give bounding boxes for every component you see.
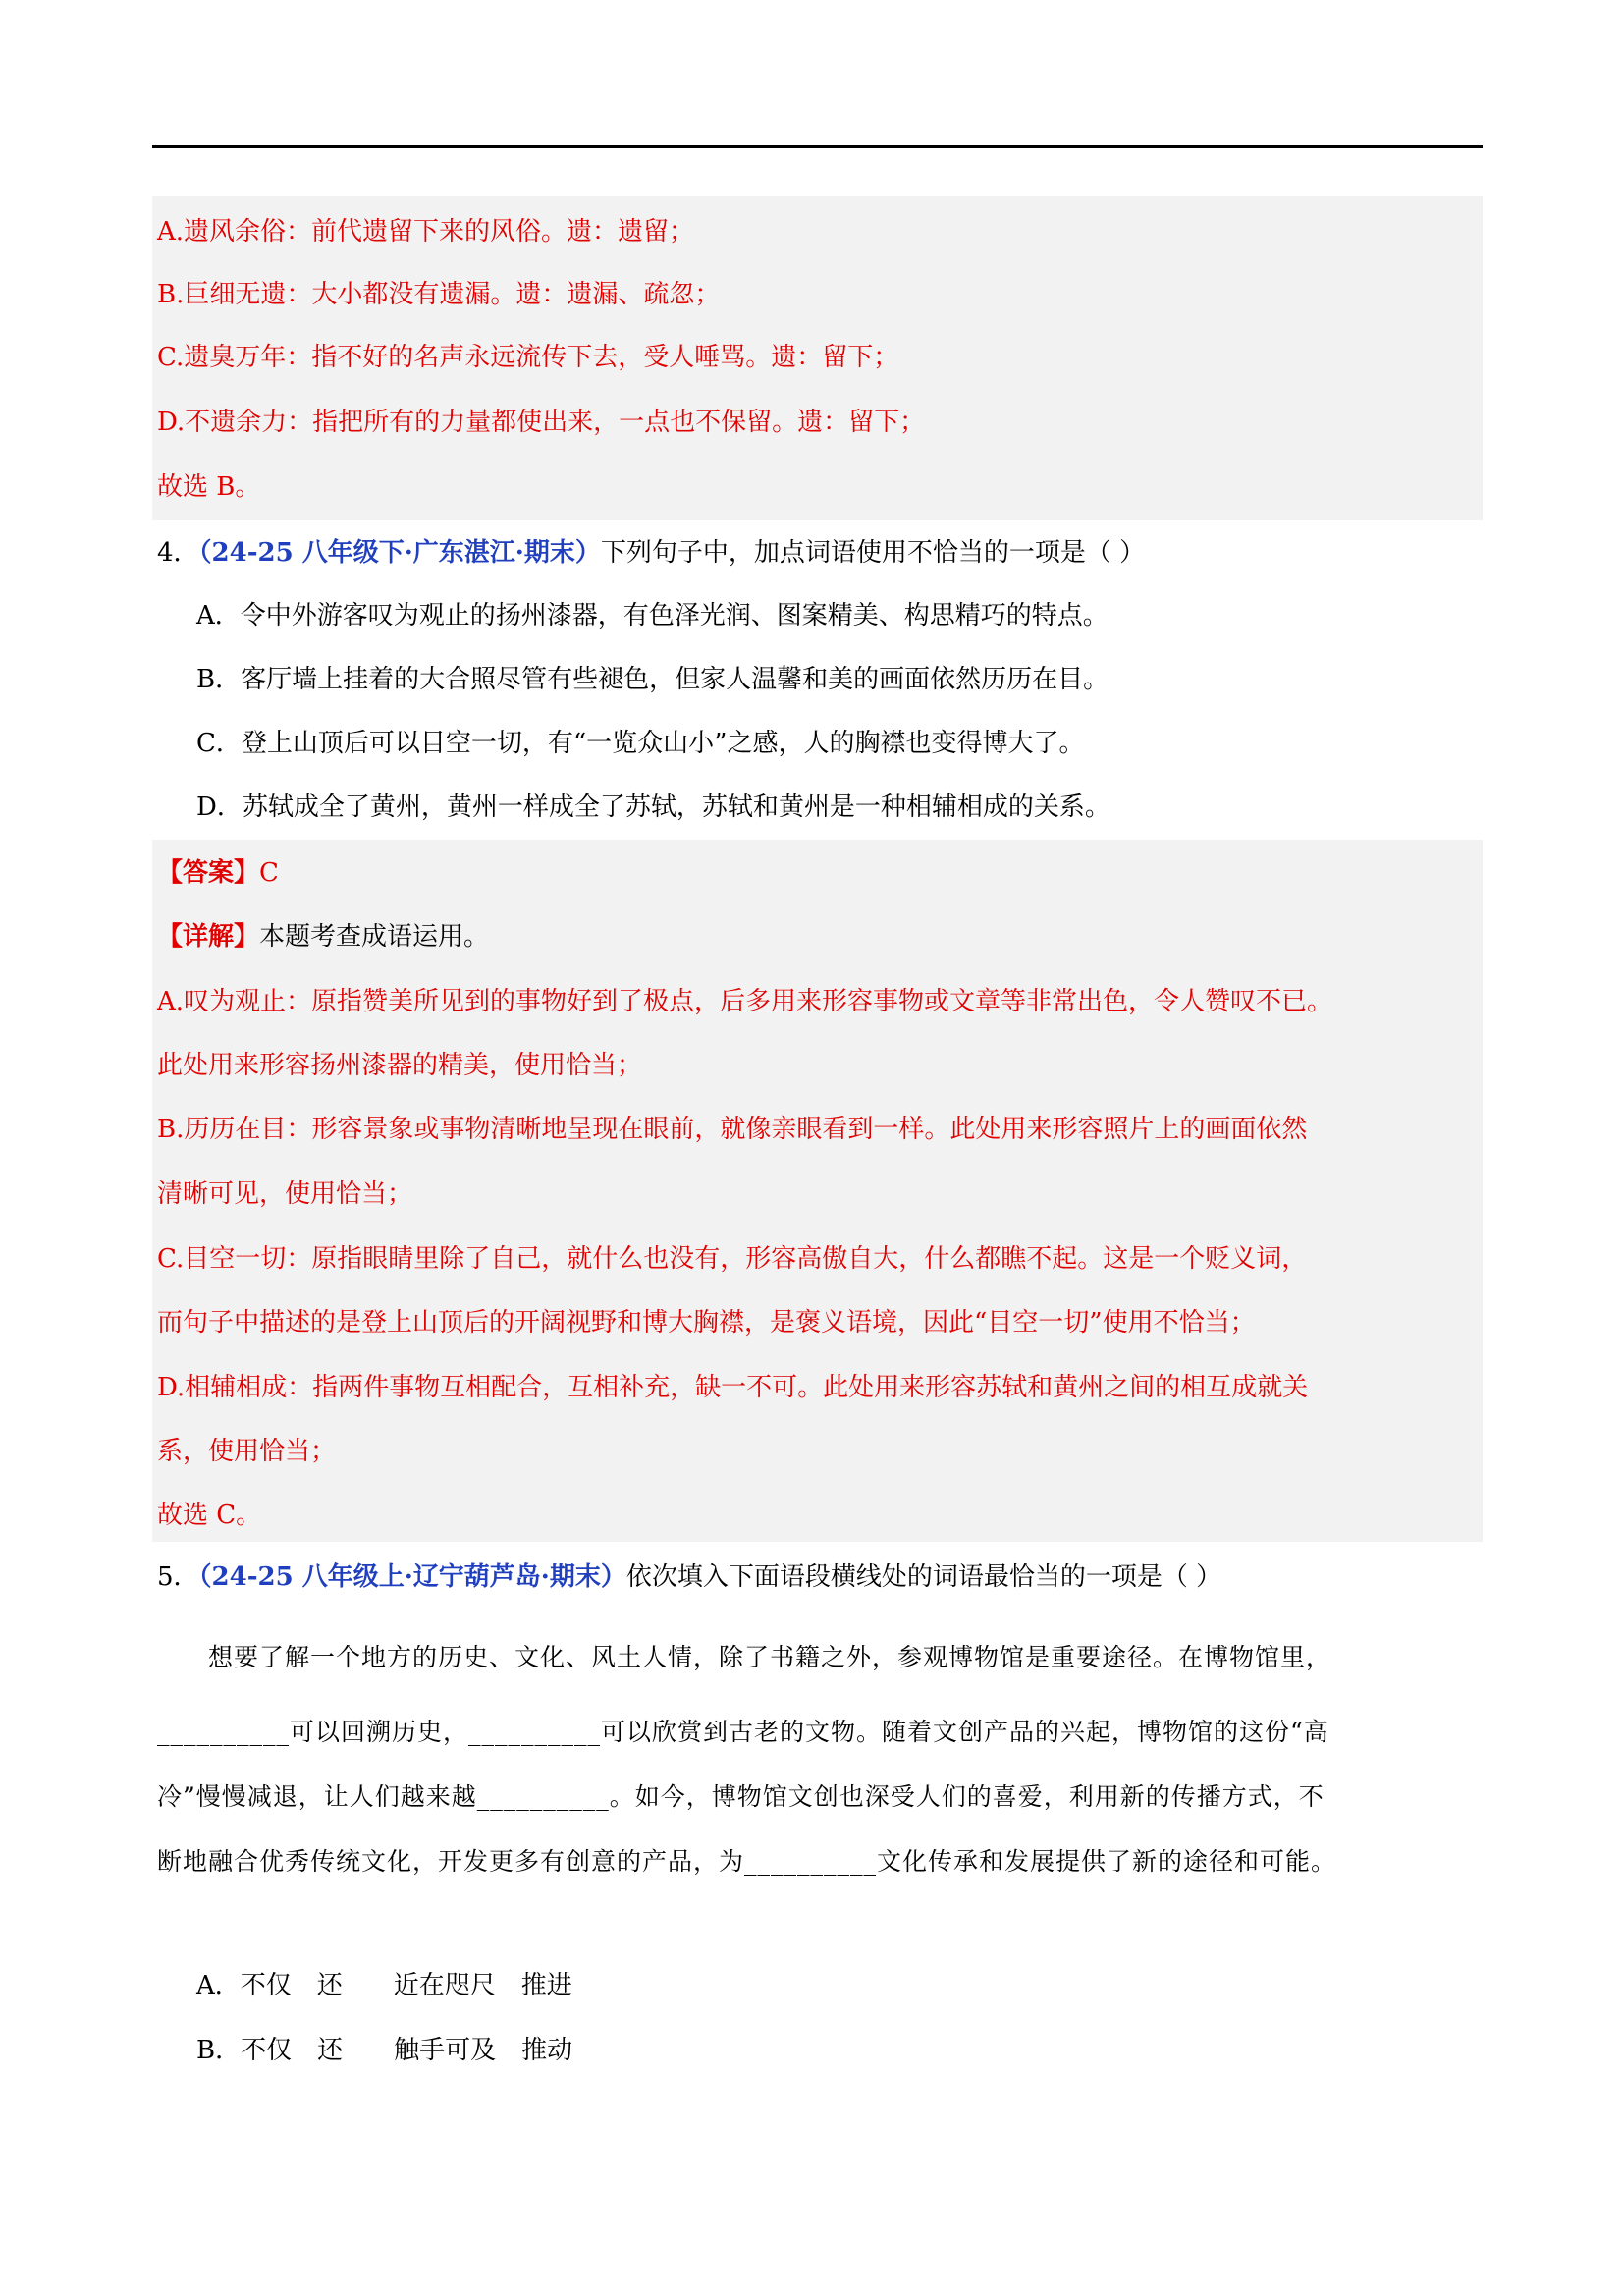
explanation-line: D.相辅相成：指两件事物互相配合，互相补充，缺一不可。此处用来形容苏轼和黄州之间的相互成就关 (157, 1373, 1309, 1402)
passage-line: __________可以回溯历史，__________可以欣赏到古老的文物。随着文创产品的兴起，博物馆的这份“高 (157, 1718, 1329, 1746)
option-d: D．苏轼成全了黄州，黄州一样成全了苏轼，苏轼和黄州是一种相辅相成的关系。 (196, 793, 1110, 822)
explanation-line: 清晰可见，使用恰当； (157, 1179, 413, 1209)
detail-intro: 本题考查成语运用。 (259, 922, 490, 952)
explanation-line: C.遗臭万年：指不好的名声永远流传下去，受人唾骂。遗：留下； (157, 343, 899, 372)
question-source: （24-25 八年级下·广东湛江·期末） (198, 538, 601, 568)
detail-line (157, 919, 489, 955)
answer-line (157, 855, 279, 891)
explanation-line: 故选 B。 (157, 472, 261, 502)
explanation-line: A.遗风余俗：前代遗留下来的风俗。遗：遗留； (157, 217, 695, 246)
question-5-stem (157, 1559, 1221, 1595)
explanation-line: C.目空一切：原指眼睛里除了自己，就什么也没有，形容高傲自大，什么都瞧不起。这是一个贬义词， (157, 1244, 1308, 1274)
question-text: 下列句子中，加点词语使用不恰当的一项是（ ） (600, 538, 1146, 568)
explanation-line: 系，使用恰当； (157, 1437, 337, 1466)
explanation-line: 此处用来形容扬州漆器的精美，使用恰当； (157, 1051, 643, 1080)
answer-tag: 【答案】 (157, 858, 260, 888)
option-b: B．客厅墙上挂着的大合照尽管有些褪色，但家人温馨和美的画面依然历历在目。 (196, 665, 1109, 694)
question-text: 依次填入下面语段横线处的词语最恰当的一项是（ ） (625, 1562, 1222, 1592)
answer-value: C (259, 858, 279, 888)
question-source: （24-25 八年级上·辽宁葫芦岛·期末） (198, 1562, 626, 1592)
question-number: 4． (157, 538, 199, 568)
option-a: A．不仅 还 近在咫尺 推进 (196, 1971, 572, 2000)
option-b: B．不仅 还 触手可及 推动 (196, 2036, 573, 2065)
explanation-line: 故选 C。 (157, 1501, 262, 1530)
explanation-line: 而句子中描述的是登上山顶后的开阔视野和博大胸襟，是褒义语境，因此“目空一切”使用不恰当； (157, 1308, 1256, 1338)
header-rule (152, 145, 1483, 148)
question-number: 5． (157, 1562, 199, 1592)
question-4-stem (157, 535, 1145, 571)
passage-line: 断地融合优秀传统文化，开发更多有创意的产品，为__________文化传承和发展提供了新的途径和可能。 (157, 1847, 1337, 1876)
passage-line: 想要了解一个地方的历史、文化、风土人情，除了书籍之外，参观博物馆是重要途径。在博物馆里， (157, 1643, 1332, 1671)
passage-line: 冷”慢慢减退，让人们越来越__________。如今，博物馆文创也深受人们的喜爱，利用新的传播方式，不 (157, 1782, 1325, 1811)
option-a: A．令中外游客叹为观止的扬州漆器，有色泽光润、图案精美、构思精巧的特点。 (196, 601, 1109, 630)
option-c: C．登上山顶后可以目空一切，有“一览众山小”之感，人的胸襟也变得博大了。 (196, 729, 1085, 758)
explanation-line: B.历历在目：形容景象或事物清晰地呈现在眼前，就像亲眼看到一样。此处用来形容照片上的画面依然 (157, 1115, 1308, 1144)
explanation-line: D.不遗余力：指把所有的力量都使出来，一点也不保留。遗：留下； (157, 408, 926, 437)
explanation-line: B.巨细无遗：大小都没有遗漏。遗：遗漏、疏忽； (157, 280, 721, 309)
explanation-line: A.叹为观止：原指赞美所见到的事物好到了极点，后多用来形容事物或文章等非常出色，令人赞叹不已。 (157, 987, 1333, 1016)
detail-tag: 【详解】 (157, 922, 260, 952)
